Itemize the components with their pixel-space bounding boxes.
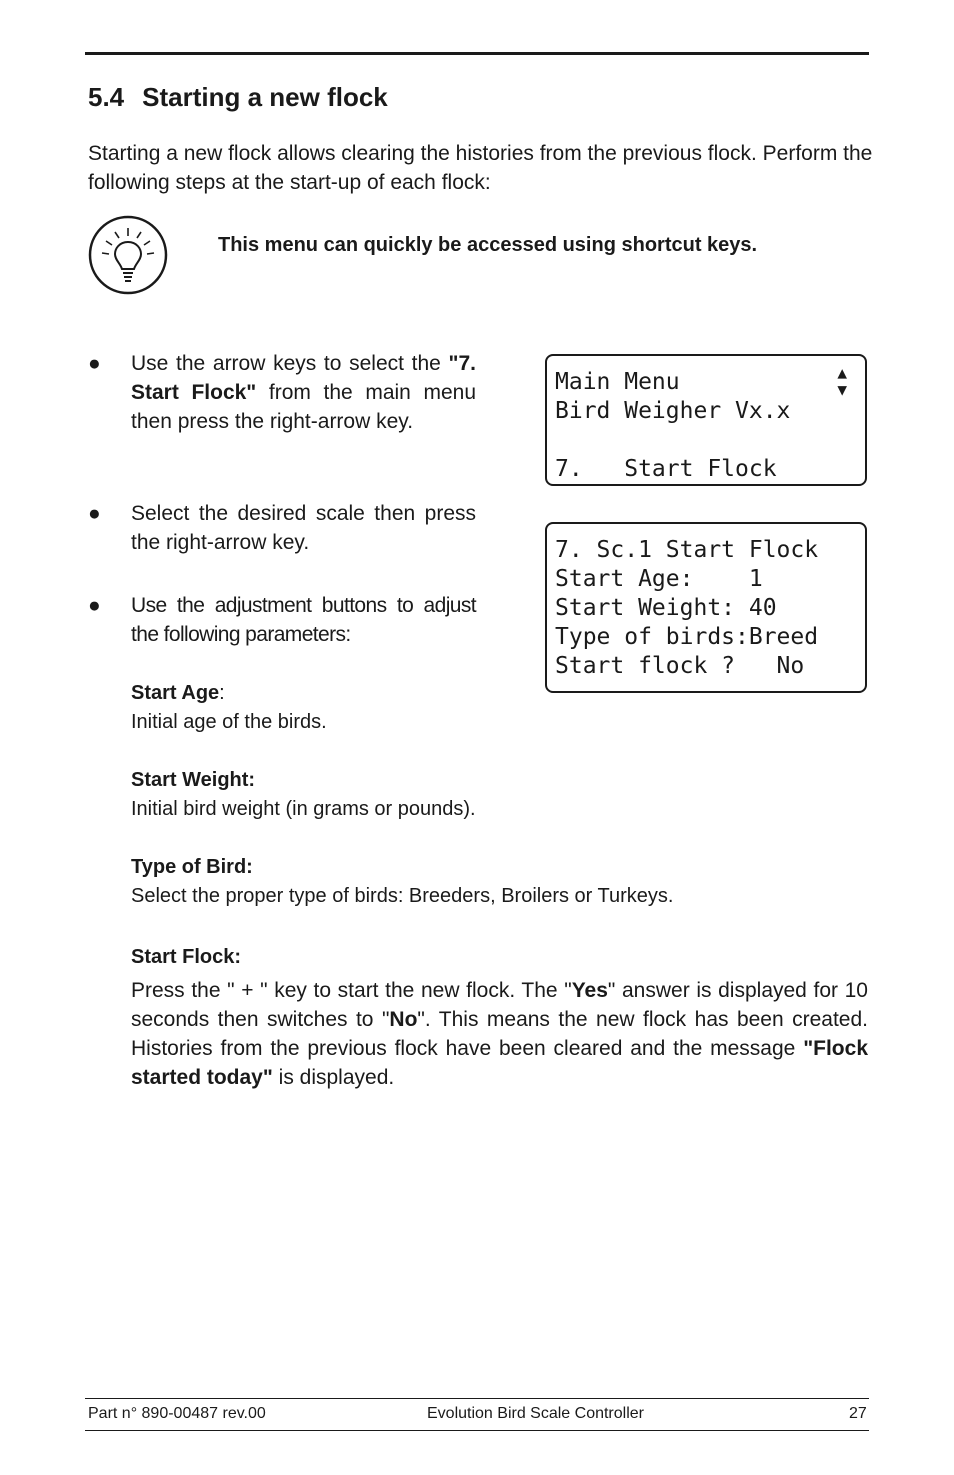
footer-bottom-rule <box>85 1430 869 1431</box>
lcd-line: Main Menu <box>555 369 680 395</box>
lcd-line: Bird Weigher Vx.x <box>555 398 791 424</box>
up-arrow-icon: ▲ <box>837 363 847 382</box>
param-description: Select the proper type of birds: Breeders, Broilers or Turkeys. <box>131 885 674 907</box>
lcd-line: Start flock ? No <box>555 653 805 679</box>
final-message: "Flock started today" <box>131 1037 868 1089</box>
param-heading: Start Weight: <box>131 769 256 791</box>
intro-paragraph: Starting a new flock allows clearing the histories from the previous flock. Perform the following steps at the start-up of each flock: <box>88 142 873 194</box>
top-rule <box>85 52 869 55</box>
lcd-line: Type of birds:Breed <box>555 624 819 650</box>
param-start-flock <box>131 943 241 972</box>
footer-top-rule <box>85 1398 869 1399</box>
bullet-select-start-flock <box>88 349 476 469</box>
param-heading: Start Flock: <box>131 946 242 968</box>
bullet-text: Use the adjustment buttons to adjust the following parameters: <box>131 594 476 646</box>
scroll-arrows-icon <box>837 364 847 398</box>
lcd-line: 7. Sc.1 Start Flock <box>555 537 819 563</box>
final-text: " answer is displayed for 10 seconds then switches to " <box>131 979 868 1031</box>
section-title <box>88 82 388 113</box>
section-title-text: Starting a new flock <box>142 82 388 112</box>
param-type-of-bird <box>131 853 673 911</box>
lcd-main-menu <box>545 354 867 486</box>
tip-text: This menu can quickly be accessed using shortcut keys. <box>218 234 758 256</box>
bullet-text-post: from the main menu then press the right-arrow key. <box>131 381 476 433</box>
final-yes: Yes <box>571 979 608 1002</box>
section-number: 5.4 <box>88 82 125 112</box>
lcd-line: Start Age: 1 <box>555 566 763 592</box>
lcd-line: Start Weight: 40 <box>555 595 777 621</box>
bullet-dot: ● <box>88 502 101 525</box>
down-arrow-icon: ▼ <box>837 380 847 399</box>
lcd-line: 7. Start Flock <box>555 456 777 482</box>
bullet-dot: ● <box>88 594 101 617</box>
final-text: Press the " + " key to start the new flock. The " <box>131 979 572 1002</box>
param-description: Initial bird weight (in grams or pounds). <box>131 798 476 820</box>
bullet-select-scale <box>88 499 476 559</box>
footer-product-name: Evolution Bird Scale Controller <box>427 1405 644 1422</box>
final-no: No <box>389 1008 418 1031</box>
param-heading: Start Age <box>131 682 220 704</box>
final-text: ". This means the new flock has been created. Histories from the previous flock have been cleared and the message <box>131 1008 869 1060</box>
bullet-text-strong: "7. Start Flock" <box>131 352 476 404</box>
param-heading-suffix: : <box>219 682 225 704</box>
final-text: is displayed. <box>272 1066 395 1089</box>
param-description: Initial age of the birds. <box>131 711 327 733</box>
footer-page-number: 27 <box>849 1405 867 1422</box>
lcd-line <box>555 426 865 455</box>
param-heading: Type of Bird: <box>131 856 253 878</box>
bullet-text-pre: Use the arrow keys to select the <box>131 352 449 375</box>
bullet-text <box>131 349 476 436</box>
footer-part-number: Part n° 890-00487 rev.00 <box>88 1405 266 1422</box>
lcd-start-flock <box>545 522 867 693</box>
lightbulb-icon <box>87 214 169 296</box>
param-start-weight <box>131 766 476 824</box>
bullet-dot: ● <box>88 352 101 375</box>
param-start-age <box>131 679 327 737</box>
start-flock-description <box>131 976 868 1092</box>
bullet-adjust-parameters <box>88 591 476 651</box>
bullet-text: Select the desired scale then press the right-arrow key. <box>131 502 476 554</box>
